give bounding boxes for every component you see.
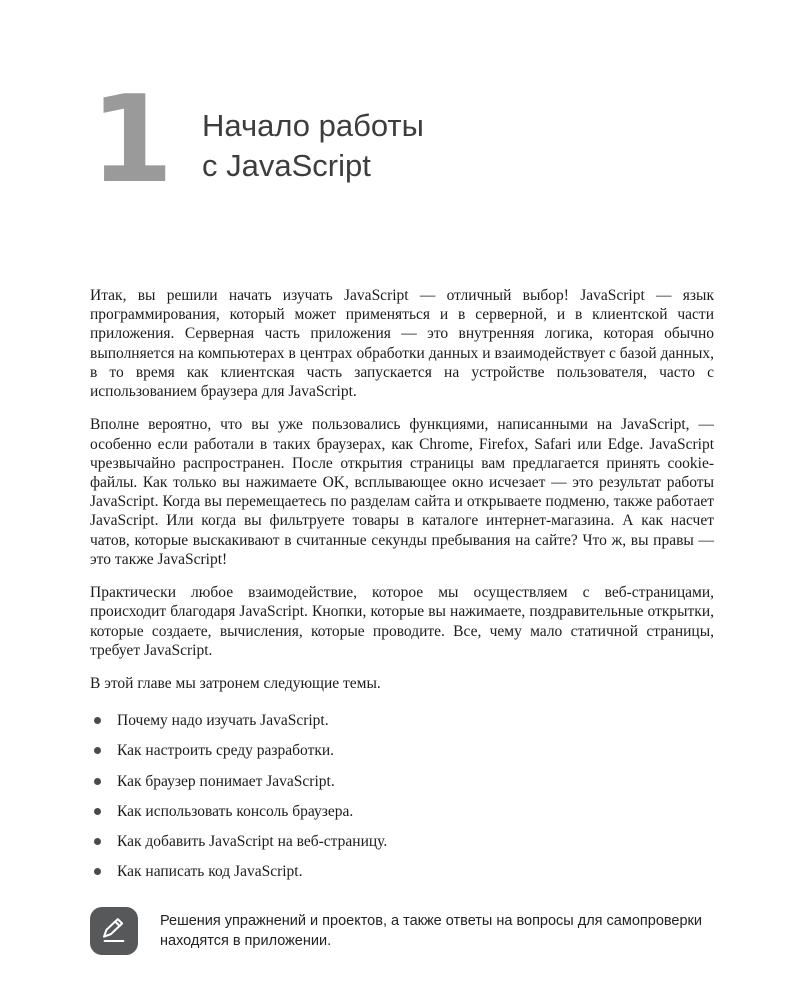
list-item <box>90 802 714 821</box>
list-item <box>90 741 714 760</box>
writing-hand-icon <box>90 907 138 955</box>
list-item-text: Почему надо изучать JavaScript. <box>117 712 329 730</box>
chapter-title <box>202 92 424 185</box>
bullet-icon <box>94 747 101 754</box>
note-text: Решения упражнений и проектов, а также ответы на вопросы для самопроверки находятся в приложении. <box>160 913 703 950</box>
topics-list <box>90 711 714 881</box>
bullet-icon <box>94 717 101 724</box>
list-item-text: Как настроить среду разработки. <box>117 742 335 760</box>
list-item-text: Как написать код JavaScript. <box>117 863 303 881</box>
paragraph-browsers: Вполне вероятно, что вы уже пользовались функциями, написанными на JavaScript, — особенно если работали в таких браузерах, как Chrome, Firefox, Safari или Edge. JavaScript чрезвычайно распространен. После открытия страницы вам предлагается принять cookie-файлы. Как только вы нажимаете OK, всплывающее окно исчезает — это результат работы JavaScript. Когда вы перемещаетесь по разделам сайта и открываете подменю, также работает JavaScript. Или когда вы фильтруете товары в каталоге интернет-магазина. А как насчет чатов, которые выскакивают в считанные секунды пребывания на сайте? Что ж, вы правы — это также JavaScript! <box>90 416 714 568</box>
list-item <box>90 832 714 851</box>
bullet-icon <box>94 778 101 785</box>
list-item <box>90 711 714 730</box>
bullet-icon <box>94 868 101 875</box>
chapter-title-line1: Начало работы <box>202 108 424 143</box>
chapter-header <box>90 71 424 210</box>
paragraph-intro: Итак, вы решили начать изучать JavaScript — отличный выбор! JavaScript — язык программирования, который может применяться и в серверной, и в клиентской части приложения. Серверная часть приложения — это внутренняя логика, которая обычно выполняется на компьютерах в центрах обработки данных и взаимодействует с базой данных, в то время как клиентская часть запускается на устройстве пользователя, часто с использованием браузера для JavaScript. <box>90 287 714 401</box>
list-item-text: Как браузер понимает JavaScript. <box>117 772 335 790</box>
chapter-body <box>90 286 714 955</box>
paragraph-topics-lead: В этой главе мы затронем следующие темы. <box>90 674 381 692</box>
list-item-text: Как добавить JavaScript на веб-страницу. <box>117 833 388 851</box>
bullet-icon <box>94 808 101 815</box>
chapter-title-line2: с JavaScript <box>202 147 371 183</box>
chapter-number: 1 <box>90 71 170 210</box>
list-item-text: Как использовать консоль браузера. <box>117 802 354 820</box>
list-item <box>90 772 714 791</box>
list-item <box>90 862 714 881</box>
note-box <box>90 907 714 955</box>
bullet-icon <box>94 838 101 845</box>
paragraph-interactions: Практически любое взаимодействие, которое мы осуществляем с веб-страницами, происходит благодаря JavaScript. Кнопки, которые вы нажимаете, поздравительные открытки, которые создаете, вычисления, которые проводите. Все, чему мало статичной страницы, требует JavaScript. <box>90 584 714 659</box>
